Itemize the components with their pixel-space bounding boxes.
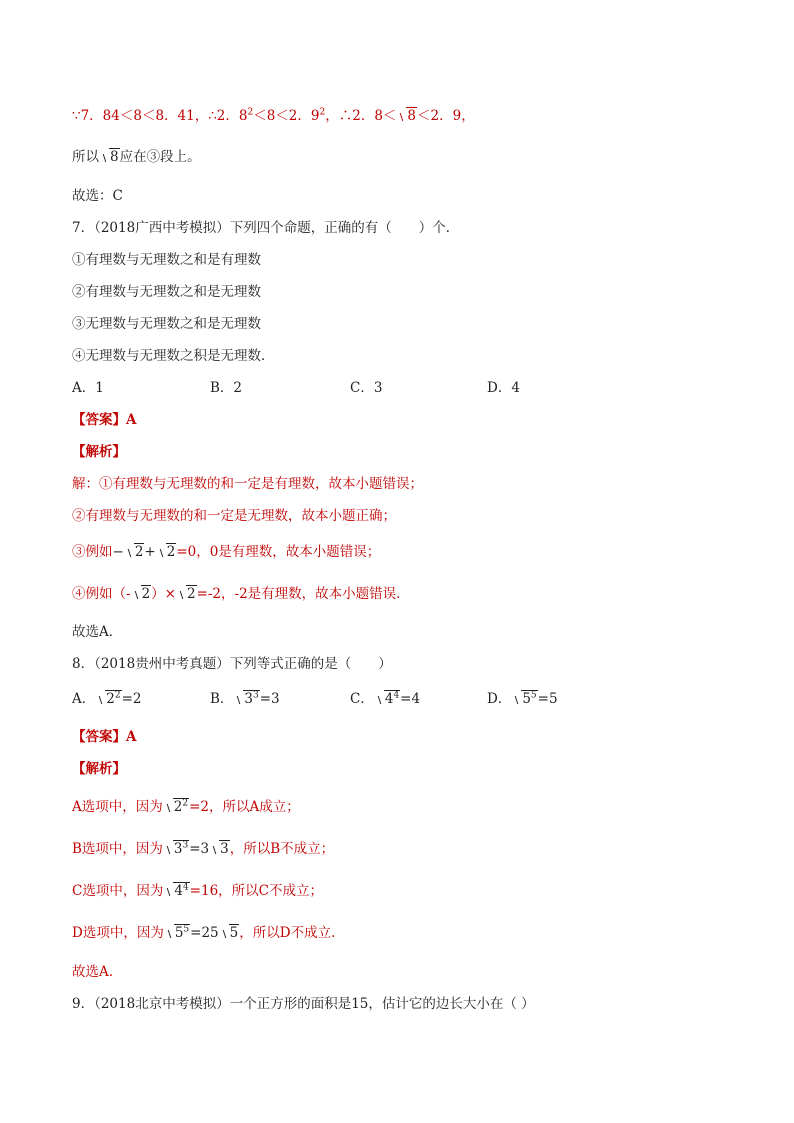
- q7-solution-4: ④例如（- 2）× 2=-2，-2是有理数，故本小题错误．: [72, 586, 410, 602]
- intro-line-2: 所以 8应在③段上。: [72, 149, 201, 165]
- q8-option-d: D． $5^5=5$: [487, 690, 558, 707]
- q7-option-d: D．4: [487, 380, 520, 396]
- q7-solution-3: ③例如− 2+ 2=0，0是有理数，故本小题错误；: [72, 544, 381, 560]
- q7-prop-1: ①有理数与无理数之和是有理数: [72, 252, 261, 268]
- q8-option-a: A． $2^2=2$: [72, 690, 142, 707]
- q8-solution-b: B选项中，因为 $3^3=3$ 3，所以B不成立；: [72, 840, 335, 857]
- q8-answer: 【答案】A: [72, 729, 137, 745]
- q8-option-b: B． $3^3=3$: [210, 690, 280, 707]
- sqrt-symbol: $5^5$: [512, 689, 537, 709]
- q7-prop-4: ④无理数与无理数之积是无理数．: [72, 348, 275, 364]
- q8-solution-a: A选项中，因为 $2^2=2$，所以A成立；: [72, 798, 300, 815]
- sqrt-symbol: $3^3$: [234, 689, 259, 709]
- q7-prop-3: ③无理数与无理数之和是无理数: [72, 316, 261, 332]
- q7-option-a: A．1: [72, 380, 104, 396]
- q8-option-c: C． $4^4=4$: [350, 690, 421, 707]
- q8-conclusion: 故选A.: [72, 964, 114, 980]
- q7-answer: 【答案】A: [72, 412, 137, 428]
- q7-solution-1: 解：①有理数与无理数的和一定是有理数，故本小题错误；: [72, 476, 423, 492]
- q7-stem: 7．（2018广西中考模拟）下列四个命题，正确的有（ ）个．: [72, 220, 460, 236]
- intro-conclusion: 故选：C: [72, 188, 123, 204]
- sqrt-symbol: 2: [125, 542, 145, 562]
- sqrt-symbol: 8: [397, 106, 417, 126]
- sqrt-symbol: $2^2$: [96, 689, 121, 709]
- q8-solution-d: D选项中，因为 $5^5=25$ 5，所以D不成立.: [72, 924, 336, 941]
- q8-stem: 8．（2018贵州中考真题）下列等式正确的是（ ）: [72, 656, 392, 672]
- sqrt-symbol: 2: [157, 542, 177, 562]
- sqrt-symbol: 5: [220, 923, 240, 943]
- sqrt-symbol: 2: [132, 584, 152, 604]
- sqrt-symbol: $4^4$: [375, 689, 400, 709]
- sqrt-symbol: $4^4$: [164, 881, 189, 901]
- sqrt-symbol: 3: [210, 839, 230, 859]
- q7-analysis-label: 【解析】: [72, 444, 126, 460]
- sqrt-symbol: $2^2$: [164, 797, 189, 817]
- intro-line-1: ∵7．84＜8＜8．41，∴2．$8^2<8<2$．$9^2$，∴2．8＜ 8＜2．9，: [72, 107, 475, 124]
- q8-analysis-label: 【解析】: [72, 761, 126, 777]
- sqrt-symbol: 2: [177, 584, 197, 604]
- sqrt-symbol: $3^3$: [164, 839, 189, 859]
- q8-solution-c: C选项中，因为 $4^4=16$，所以C不成立；: [72, 882, 323, 899]
- q9-stem: 9．（2018北京中考模拟）一个正方形的面积是15，估计它的边长大小在（ ）: [72, 996, 535, 1012]
- q7-option-c: C．3: [350, 380, 383, 396]
- q7-option-b: B．2: [210, 380, 243, 396]
- sqrt-symbol: $5^5$: [165, 923, 190, 943]
- q7-solution-2: ②有理数与无理数的和一定是无理数，故本小题正确；: [72, 508, 396, 524]
- q7-conclusion: 故选A．: [72, 624, 123, 640]
- q7-prop-2: ②有理数与无理数之和是无理数: [72, 284, 261, 300]
- sqrt-symbol: 8: [100, 147, 120, 167]
